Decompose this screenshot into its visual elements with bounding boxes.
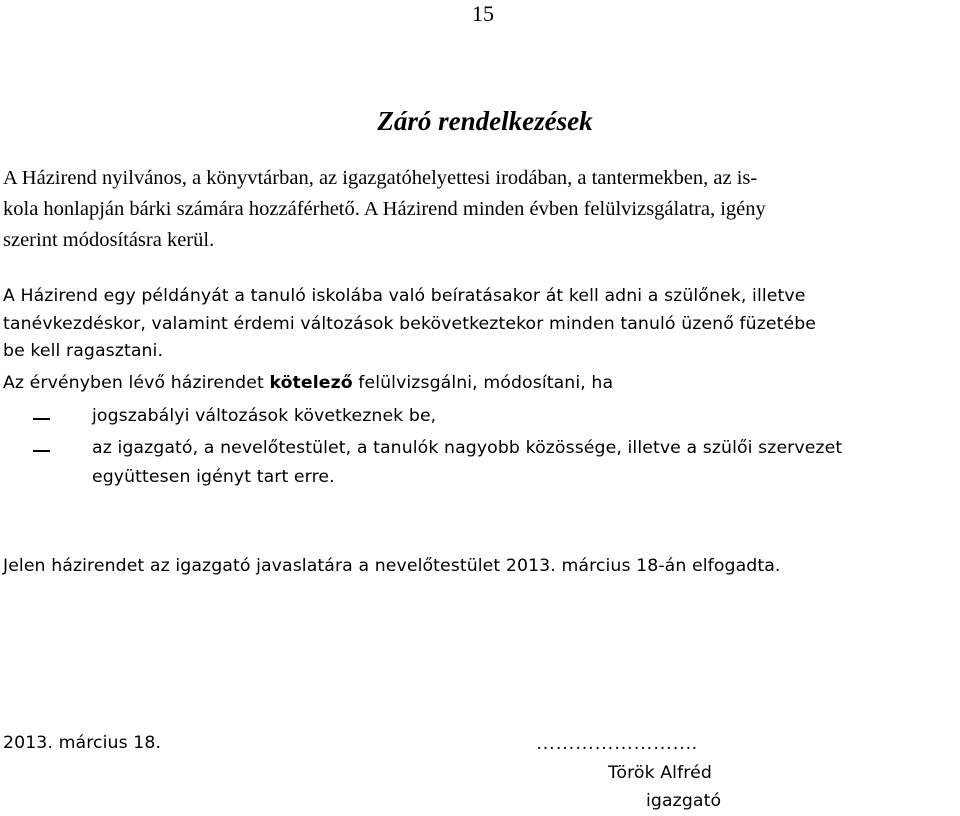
dash-bullet-icon [33, 450, 50, 452]
paragraph-line: kola honlapján bárki számára hozzáférhető. A Házirend minden évben felülvizsgálatra, igény [3, 198, 766, 220]
section-title: Záró rendelkezések [377, 106, 593, 136]
bullet-item: jogszabályi változások következnek be, [92, 406, 437, 426]
signer-role: igazgató [646, 791, 722, 811]
signature-date: 2013. március 18. [3, 733, 162, 753]
paragraph-line: A Házirend nyilvános, a könyvtárban, az igazgatóhelyettesi irodában, a tantermekben, az is- [3, 167, 758, 189]
signer-name: Török Alfréd [608, 763, 712, 783]
intro-text: Az érvényben lévő házirendet [3, 373, 270, 393]
paragraph-line: szerint módosításra kerül. [3, 229, 215, 251]
adoption-statement: Jelen házirendet az igazgató javaslatára a nevelőtestület 2013. március 18-án elfogadta. [3, 556, 781, 576]
paragraph-line: be kell ragasztani. [3, 341, 164, 361]
paragraph-line: A Házirend egy példányát a tanuló iskolába való beíratásakor át kell adni a szülőnek, illetve [3, 286, 806, 306]
bullet-item: az igazgató, a nevelőtestület, a tanulók nagyobb közössége, illetve a szülői szervezet [92, 438, 843, 458]
bullet-item-continued: együttesen igényt tart erre. [92, 466, 335, 487]
paragraph-line: tanévkezdéskor, valamint érdemi változások bekövetkeztekor minden tanuló üzenő füzetébe [3, 313, 817, 334]
intro-text: felülvizsgálni, módosítani, ha [352, 373, 614, 393]
dash-bullet-icon [33, 418, 50, 420]
emphasis-text: kötelező [269, 373, 353, 393]
review-intro [3, 370, 613, 398]
page-number: 15 [472, 1, 494, 26]
signature-line: ……………………. [536, 733, 698, 754]
